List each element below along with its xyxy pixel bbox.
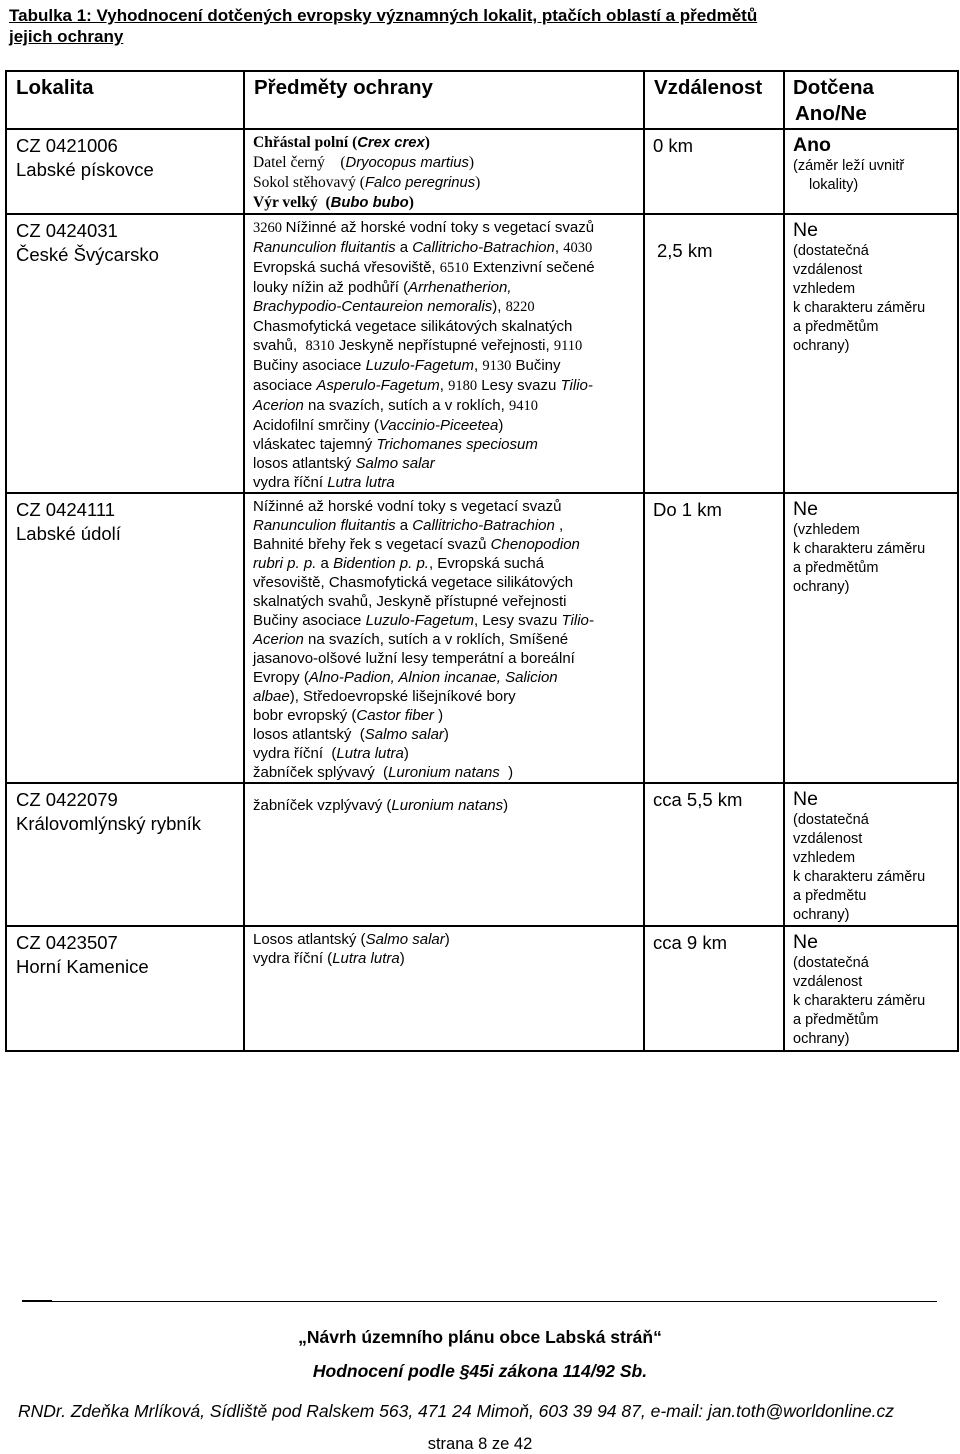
distance-value: cca 9 km	[653, 932, 728, 953]
header-lokalita: Lokalita	[6, 71, 244, 129]
subject-line: Evropy (Alno-Padion, Alnion incanae, Salicion	[253, 669, 558, 686]
affected-note: (dostatečná	[793, 955, 869, 971]
affected-cell	[784, 214, 958, 493]
locality-name: Labské údolí	[16, 523, 121, 544]
affected-note: lokality)	[809, 177, 859, 193]
subject-line: vydra říční (Lutra lutra)	[253, 950, 405, 967]
subject-line: vřesoviště, Chasmofytická vegetace silikátových	[253, 574, 574, 591]
locality-code: CZ 0424031	[16, 220, 118, 241]
subject-line: vydra říční Lutra lutra	[253, 474, 395, 491]
subject-line: Bučiny asociace Luzulo-Fagetum, 9130 Bučiny	[253, 357, 561, 374]
affected-cell	[784, 783, 958, 926]
footer-divider	[22, 1301, 937, 1302]
table-row	[6, 214, 958, 493]
locality-name: Královomlýnský rybník	[16, 813, 202, 834]
subject-line: Ranunculion fluitantis a Callitricho-Batrachion ,	[253, 517, 564, 534]
affected-note: a předmětům	[793, 1012, 879, 1028]
subject-line: svahů, 8310 Jeskyně nepřístupné veřejnosti, 9110	[253, 337, 583, 354]
affected-note: k charakteru záměru	[793, 541, 926, 557]
affected-note: vzdálenost	[793, 831, 863, 847]
affected-note: k charakteru záměru	[793, 869, 926, 885]
subject-line: Acerion na svazích, sutích a v roklích, 9410	[253, 397, 538, 414]
affected-cell	[784, 926, 958, 1051]
locality-cell	[6, 129, 244, 214]
subject-line: jasanovo-olšové lužní lesy temperátní a boreální	[253, 650, 575, 667]
footer-title: „Návrh územního plánu obce Labská stráň“	[298, 1327, 662, 1347]
table-header-row	[6, 71, 958, 129]
subject-line: Chasmofytická vegetace silikátových skalnatých	[253, 318, 573, 335]
subject-line: Brachypodio-Centaureion nemoralis), 8220	[253, 298, 535, 315]
subject-line: Ranunculion fluitantis a Callitricho-Batrachion, 4030	[253, 239, 593, 256]
locality-name: Horní Kamenice	[16, 956, 149, 977]
header-dotcena-line1: Dotčena	[793, 76, 874, 99]
locality-cell	[6, 493, 244, 783]
subject-line: vydra říční (Lutra lutra)	[253, 745, 409, 762]
protection-subjects-cell	[244, 214, 644, 493]
affected-note: k charakteru záměru	[793, 300, 926, 316]
locality-code: CZ 0424111	[16, 499, 116, 520]
distance-value: cca 5,5 km	[653, 789, 743, 810]
distance-cell	[644, 783, 784, 926]
evaluation-table	[5, 70, 959, 1052]
header-dotcena-line2: Ano/Ne	[795, 102, 867, 125]
protection-subjects-cell	[244, 493, 644, 783]
subject-line: Sokol stěhovavý (Falco peregrinus)	[253, 174, 481, 191]
affected-note: a předmětu	[793, 888, 867, 904]
affected-verdict: Ne	[793, 788, 818, 810]
affected-note: ochrany)	[793, 907, 850, 923]
footer-address: RNDr. Zdeňka Mrlíková, Sídliště pod Ralskem 563, 471 24 Mimoň, 603 39 94 87, e-mail: jan.toth@worldonline.cz	[18, 1401, 895, 1421]
table-row	[6, 493, 958, 783]
affected-note: ochrany)	[793, 579, 850, 595]
affected-verdict: Ne	[793, 219, 818, 241]
distance-cell	[644, 493, 784, 783]
locality-cell	[6, 926, 244, 1051]
subject-line: Bučiny asociace Luzulo-Fagetum, Lesy svazu Tilio-	[253, 612, 594, 629]
locality-name: České Švýcarsko	[16, 244, 159, 265]
affected-note: (vzhledem	[793, 522, 860, 538]
distance-cell	[644, 214, 784, 493]
affected-note: (dostatečná	[793, 243, 869, 259]
protection-subjects-cell	[244, 926, 644, 1051]
subject-line: žabníček splývavý (Luronium natans )	[253, 764, 514, 781]
page-number: strana 8 ze 42	[427, 1435, 533, 1453]
header-dotcena	[784, 71, 958, 129]
subject-line: louky nížin až podhůří (Arrhenatherion,	[253, 279, 512, 296]
header-vzdalenost: Vzdálenost	[644, 71, 784, 129]
locality-code: CZ 0422079	[16, 789, 118, 810]
subject-line: Výr velký (Bubo bubo)	[253, 194, 414, 211]
subject-line: asociace Asperulo-Fagetum, 9180 Lesy svazu Tilio-	[253, 377, 593, 394]
protection-subjects-cell	[244, 783, 644, 926]
affected-note: vzhledem	[793, 850, 856, 866]
affected-note: vzhledem	[793, 281, 856, 297]
subject-line: Evropská suchá vřesoviště, 6510 Extenzivní sečené	[253, 259, 595, 276]
subject-line: vláskatec tajemný Trichomanes speciosum	[253, 436, 538, 453]
subject-line: 3260 Nížinné až horské vodní toky s vegetací svazů	[253, 219, 595, 236]
subject-line: Chřástal polní (Crex crex)	[253, 134, 430, 151]
distance-value: Do 1 km	[653, 499, 722, 520]
table-caption-line2: jejich ochrany	[9, 27, 124, 46]
subject-line: skalnatých svahů, Jeskyně přístupné veřejnosti	[253, 593, 567, 610]
subject-line: žabníček vzplývavý (Luronium natans)	[253, 797, 509, 814]
subject-line: losos atlantský Salmo salar	[253, 455, 435, 472]
distance-cell	[644, 926, 784, 1051]
table-row	[6, 783, 958, 926]
affected-note: ochrany)	[793, 338, 850, 354]
subject-line: Nížinné až horské vodní toky s vegetací svazů	[253, 498, 562, 515]
affected-note: ochrany)	[793, 1031, 850, 1047]
subject-line: Acidofilní smrčiny (Vaccinio-Piceetea)	[253, 417, 504, 434]
header-predmety-ochrany: Předměty ochrany	[244, 71, 644, 129]
affected-verdict: Ne	[793, 931, 818, 953]
affected-cell	[784, 493, 958, 783]
locality-code: CZ 0423507	[16, 932, 118, 953]
affected-note: a předmětům	[793, 319, 879, 335]
locality-name: Labské pískovce	[16, 159, 154, 180]
protection-subjects-cell	[244, 129, 644, 214]
locality-code: CZ 0421006	[16, 135, 118, 156]
subject-line: Bahnité břehy řek s vegetací svazů Chenopodion	[253, 536, 580, 553]
affected-note: k charakteru záměru	[793, 993, 926, 1009]
affected-verdict: Ano	[793, 134, 831, 156]
affected-note: (dostatečná	[793, 812, 869, 828]
table-caption	[9, 5, 944, 47]
subject-line: Losos atlantský (Salmo salar)	[253, 931, 450, 948]
affected-note: vzdálenost	[793, 262, 863, 278]
affected-verdict: Ne	[793, 498, 818, 520]
affected-note: vzdálenost	[793, 974, 863, 990]
distance-cell	[644, 129, 784, 214]
subject-line: rubri p. p. a Bidention p. p., Evropská suchá	[253, 555, 545, 572]
locality-cell	[6, 214, 244, 493]
distance-value: 2,5 km	[657, 240, 713, 261]
table-caption-line1: Tabulka 1: Vyhodnocení dotčených evropsky významných lokalit, ptačích oblastí a předmětů	[9, 6, 758, 25]
table-row	[6, 926, 958, 1051]
subject-line: losos atlantský (Salmo salar)	[253, 726, 449, 743]
affected-cell	[784, 129, 958, 214]
subject-line: albae), Středoevropské lišejníkové bory	[253, 688, 516, 705]
subject-line: Acerion na svazích, sutích a v roklích, Smíšené	[253, 631, 569, 648]
locality-cell	[6, 783, 244, 926]
footer-subtitle: Hodnocení podle §45i zákona 114/92 Sb.	[312, 1361, 648, 1381]
distance-value: 0 km	[653, 135, 694, 156]
affected-note: (záměr leží uvnitř	[793, 158, 905, 174]
affected-note: a předmětům	[793, 560, 879, 576]
subject-line: Datel černý (Dryocopus martius)	[253, 154, 475, 171]
subject-line: bobr evropský (Castor fiber )	[253, 707, 444, 724]
table-row	[6, 129, 958, 214]
